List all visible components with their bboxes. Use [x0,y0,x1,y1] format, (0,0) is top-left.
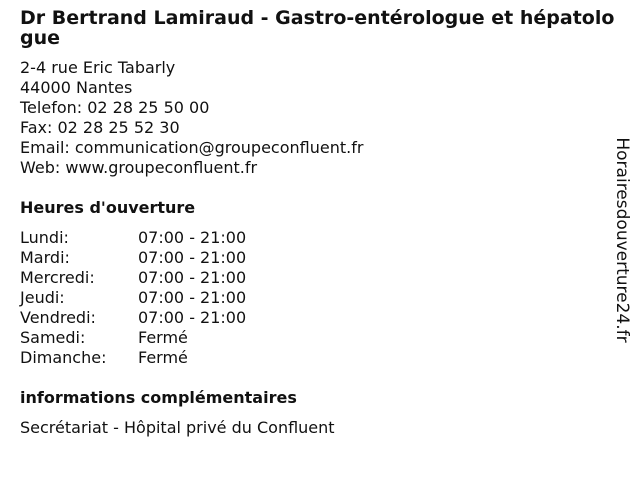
hours-row [20,248,620,268]
city-line: 44000 Nantes [20,78,133,97]
hours-title: Heures d'ouverture [20,198,196,217]
web-line: Web: www.groupeconfluent.fr [20,158,258,177]
hours-row [20,328,620,348]
site-watermark: Horairesdouverture24.fr [612,137,632,343]
email-line: Email: communication@groupeconfluent.fr [20,138,364,157]
business-listing [20,8,620,438]
info-title: informations complémentaires [20,388,297,407]
page-title: Dr Bertrand Lamiraud - Gastro-entérologue et hépatologue [20,7,615,49]
hours-row [20,228,620,248]
hours-table [20,228,620,368]
hours-day: Jeudi: [20,288,65,307]
hours-day: Dimanche: [20,348,107,367]
hours-row [20,268,620,288]
info-text: Secrétariat - Hôpital privé du Confluent [20,418,335,437]
address-block [20,58,620,178]
hours-row [20,348,620,368]
fax-line: Fax: 02 28 25 52 30 [20,118,180,137]
phone-line: Telefon: 02 28 25 50 00 [20,98,210,117]
hours-time: Fermé [138,328,188,347]
hours-time: Fermé [138,348,188,367]
hours-time: 07:00 - 21:00 [138,288,247,307]
street-line: 2-4 rue Eric Tabarly [20,58,176,77]
hours-time: 07:00 - 21:00 [138,248,247,267]
hours-day: Mercredi: [20,268,95,287]
hours-time: 07:00 - 21:00 [138,268,247,287]
hours-time: 07:00 - 21:00 [138,308,247,327]
hours-day: Samedi: [20,328,86,347]
hours-day: Lundi: [20,228,69,247]
hours-day: Mardi: [20,248,70,267]
hours-row [20,288,620,308]
hours-time: 07:00 - 21:00 [138,228,247,247]
hours-day: Vendredi: [20,308,96,327]
hours-row [20,308,620,328]
